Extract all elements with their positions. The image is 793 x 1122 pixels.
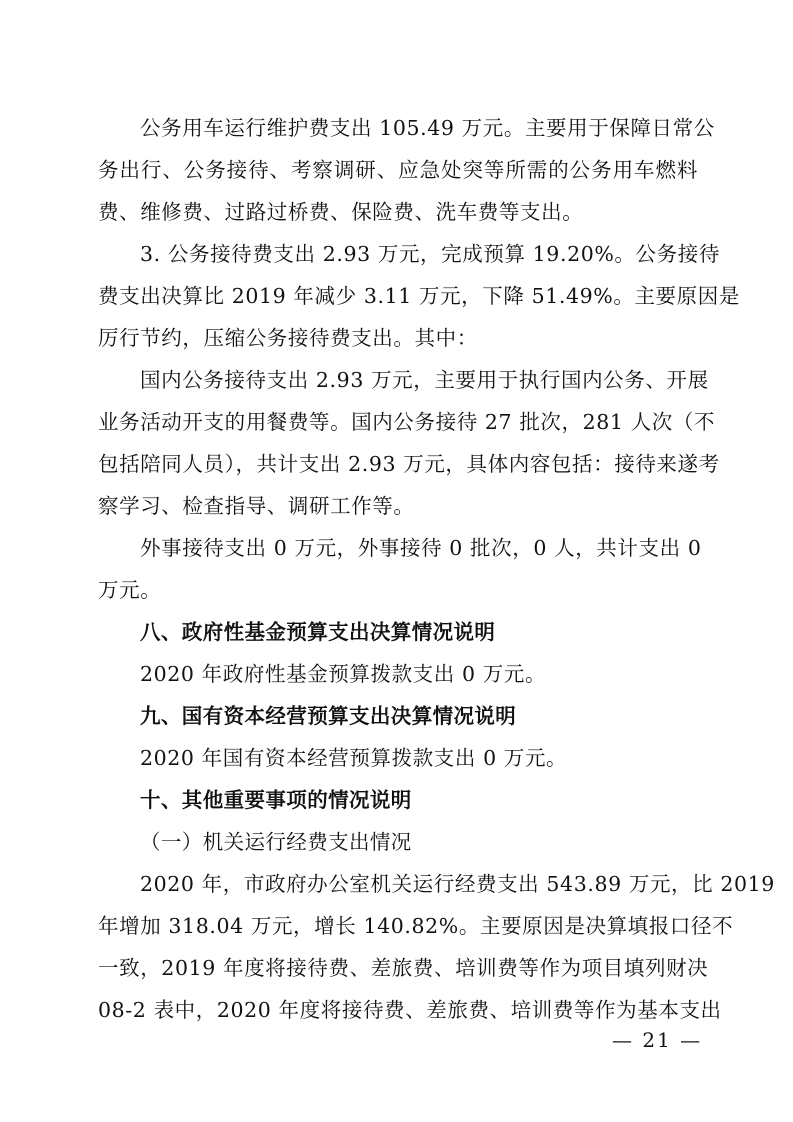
paragraph-line: 费、维修费、过路过桥费、保险费、洗车费等支出。 <box>98 200 584 224</box>
paragraph-line: 厉行节约，压缩公务接待费支出。其中： <box>98 326 478 350</box>
paragraph-line: 2020 年国有资本经营预算拨款支出 0 万元。 <box>140 746 568 770</box>
paragraph-line: 一致，2019 年度将接待费、差旅费、培训费等作为项目填列财决 <box>98 956 709 980</box>
section-heading: 九、国有资本经营预算支出决算情况说明 <box>140 704 517 728</box>
paragraph-line: 2020 年，市政府办公室机关运行经费支出 543.89 万元，比 2019 <box>140 872 775 896</box>
paragraph-line: 业务活动开支的用餐费等。国内公务接待 27 批次，281 人次（不 <box>98 410 716 434</box>
paragraph-line: 费支出决算比 2019 年减少 3.11 万元，下降 51.49%。主要原因是 <box>98 284 740 308</box>
paragraph-line: 3. 公务接待费支出 2.93 万元，完成预算 19.20%。公务接待 <box>140 242 720 266</box>
paragraph-line: 外事接待支出 0 万元，外事接待 0 批次，0 人，共计支出 0 <box>140 536 702 560</box>
paragraph-line: 包括陪同人员），共计支出 2.93 万元，具体内容包括：接待来遂考 <box>98 452 720 476</box>
section-heading: 十、其他重要事项的情况说明 <box>140 788 412 812</box>
paragraph-line: 国内公务接待支出 2.93 万元，主要用于执行国内公务、开展 <box>140 368 709 392</box>
paragraph-line: 08-2 表中，2020 年度将接待费、差旅费、培训费等作为基本支出 <box>98 998 722 1022</box>
section-heading: 八、政府性基金预算支出决算情况说明 <box>140 620 496 644</box>
paragraph-line: 公务用车运行维护费支出 105.49 万元。主要用于保障日常公 <box>140 116 715 140</box>
paragraph-line: 2020 年政府性基金预算拨款支出 0 万元。 <box>140 662 547 686</box>
paragraph-line: 务出行、公务接待、考察调研、应急处突等所需的公务用车燃料 <box>98 158 698 182</box>
subsection-heading: （一）机关运行经费支出情况 <box>140 830 412 854</box>
paragraph-line: 万元。 <box>98 578 162 602</box>
paragraph-line: 察学习、检查指导、调研工作等。 <box>98 494 415 518</box>
page-number: — 21 — <box>612 1028 703 1052</box>
paragraph-line: 年增加 318.04 万元，增长 140.82%。主要原因是决算填报口径不 <box>98 914 734 938</box>
